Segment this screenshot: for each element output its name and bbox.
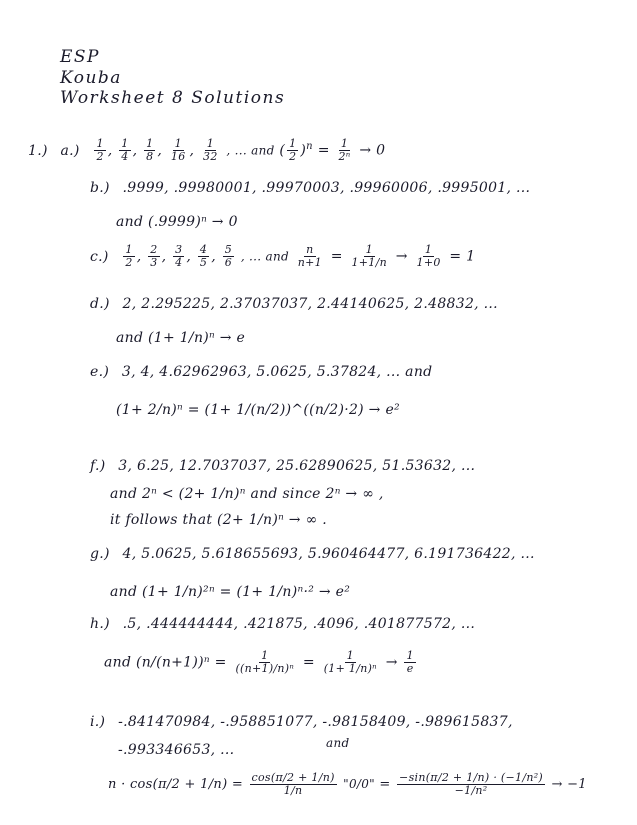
problem-i-seq2: -.993346653, ... [118, 742, 235, 758]
indeterminate-form: "0/0" [343, 777, 375, 792]
problem-d-limit: and (1+ 1/n)ⁿ → e [116, 330, 246, 346]
result: → −1 [551, 777, 587, 793]
problem-f-label: f.) [90, 458, 106, 474]
problem-e-limit: (1+ 2/n)ⁿ = (1+ 1/(n/2))^((n/2)·2) → e² [116, 402, 400, 418]
problem-g-label: g.) [90, 546, 110, 562]
exponent: n [306, 140, 313, 152]
seq-frac: $\frac{5}{6}$ [224, 243, 233, 270]
problem-d-label: d.) [90, 296, 110, 312]
frac-1: $\frac{n}{n+1}$ [297, 243, 322, 270]
sequence: .5, .444444444, .421875, .4096, .401877572, ... [122, 616, 476, 632]
expression: and (n/(n+1))ⁿ = [104, 654, 227, 671]
seq-frac: $\frac{1}{2}$ [125, 243, 133, 270]
problem-b-label: b.) [90, 180, 110, 196]
problem-d [90, 296, 498, 312]
problem-number: 1.) [28, 142, 48, 159]
problem-e [90, 364, 432, 380]
frac-3: $\frac{1}{e}$ [406, 649, 414, 676]
equals: = [317, 142, 330, 159]
sequence: .9999, .99980001, .99970003, .99960006, .9995001, ... [122, 180, 531, 196]
problem-a-label: a.) [60, 142, 80, 159]
sequence: 3, 4, 4.62962963, 5.0625, 5.37824, ... and [121, 364, 433, 380]
header-line-title: Worksheet 8 Solutions [60, 88, 286, 108]
problem-h-label: h.) [90, 616, 110, 632]
sequence: 2, 2.295225, 2.37037037, 2.44140625, 2.48832, ... [122, 296, 498, 312]
problem-f [90, 458, 475, 474]
problem-g-limit: and (1+ 1/n)²ⁿ = (1+ 1/n)ⁿ·² → e² [110, 584, 351, 600]
result-frac: $\frac{1}{\text{2ⁿ}}$ [338, 137, 351, 164]
problem-a: 1.) a.) $\frac{1}{2}$ , $\frac{1}{4}$ , $\frac{1}{8}$ , $\frac{1}{16}$ , $\frac{1}{32}$ , ... and ( $\frac{1}{2}$ )$^n$ = $\frac{1}{\text{2ⁿ}}$ → 0 [28, 137, 386, 164]
seq-frac: $\frac{1}{4}$ [121, 137, 129, 164]
problem-i-label: i.) [90, 714, 106, 730]
seq-frac: $\frac{2}{3}$ [150, 243, 158, 270]
problem-f-line3: it follows that (2+ 1/n)ⁿ → ∞ . [110, 512, 328, 528]
frac-3: $\frac{1}{1+0}$ [416, 243, 441, 270]
problem-h-limit: and (n/(n+1))ⁿ = $\frac{1}{\text{((n+1)/n)ⁿ}}$ = $\frac{1}{\text{(1+ 1/n)ⁿ}}$ → $\frac{1}{e}$ [104, 649, 414, 676]
result: = 1 [449, 248, 476, 265]
header-line-kouba: Kouba [60, 68, 122, 88]
expression: n · cos(π/2 + 1/n) = [108, 777, 244, 793]
problem-f-line2: and 2ⁿ < (2+ 1/n)ⁿ and since 2ⁿ → ∞ , [110, 486, 384, 502]
sequence: 4, 5.0625, 5.618655693, 5.960464477, 6.191736422, ... [122, 546, 535, 562]
header-line-esp: ESP [60, 47, 100, 67]
problem-i [90, 714, 513, 730]
seq-frac: $\frac{4}{5}$ [199, 243, 208, 270]
problem-h [90, 616, 475, 632]
base-frac: $\frac{1}{2}$ [289, 137, 297, 164]
problem-b-limit: and (.9999)ⁿ → 0 [116, 214, 238, 230]
sequence: 3, 6.25, 12.7037037, 25.62890625, 51.53632, ... [118, 458, 476, 474]
seq-frac: $\frac{3}{4}$ [175, 243, 183, 270]
seq-frac: $\frac{1}{8}$ [146, 137, 154, 164]
problem-g [90, 546, 535, 562]
frac-1: $\frac{\cos(\pi/2 + 1/n)}{1/n}$ [251, 771, 335, 798]
problem-e-label: e.) [90, 364, 110, 380]
frac-2: $\frac{\text{−sin(π/2 + 1/n) · (−1/n²)}}{\text{−1/n²}}$ [399, 771, 544, 798]
seq-tail: , ... and [240, 249, 289, 264]
seq-frac: $\frac{1}{32}$ [203, 137, 218, 164]
seq-tail: , ... and [226, 143, 275, 158]
seq-frac: $\frac{1}{2}$ [96, 137, 104, 164]
problem-i-limit: n · cos(π/2 + 1/n) = $\frac{\cos(\pi/2 + 1/n)}{1/n}$ "0/0" = $\frac{\text{−sin(π/2 + 1/n) · (−1/n²)}}{\text{−1/n²}}$ → −1 [108, 771, 587, 798]
frac-2: $\frac{1}{1+1/n}$ [351, 243, 387, 270]
problem-b [90, 180, 530, 196]
frac-1: $\frac{1}{\text{((n+1)/n)ⁿ}}$ [235, 649, 295, 676]
problem-c: c.) $\frac{1}{2}$ , $\frac{2}{3}$ , $\frac{3}{4}$ , $\frac{4}{5}$ , $\frac{5}{6}$ , ... and $\frac{n}{n+1}$ = $\frac{1}{1+1/n}$ → $\frac{1}{1+0}$ = 1 [90, 243, 476, 270]
frac-2: $\frac{1}{\text{(1+ 1/n)ⁿ}}$ [323, 649, 377, 676]
seq-frac: $\frac{1}{16}$ [170, 137, 186, 164]
sequence: -.841470984, -.958851077, -.98158409, -.989615837, [118, 714, 513, 730]
and-word: and [326, 736, 350, 750]
problem-c-label: c.) [90, 248, 109, 265]
limit: → 0 [359, 142, 386, 159]
